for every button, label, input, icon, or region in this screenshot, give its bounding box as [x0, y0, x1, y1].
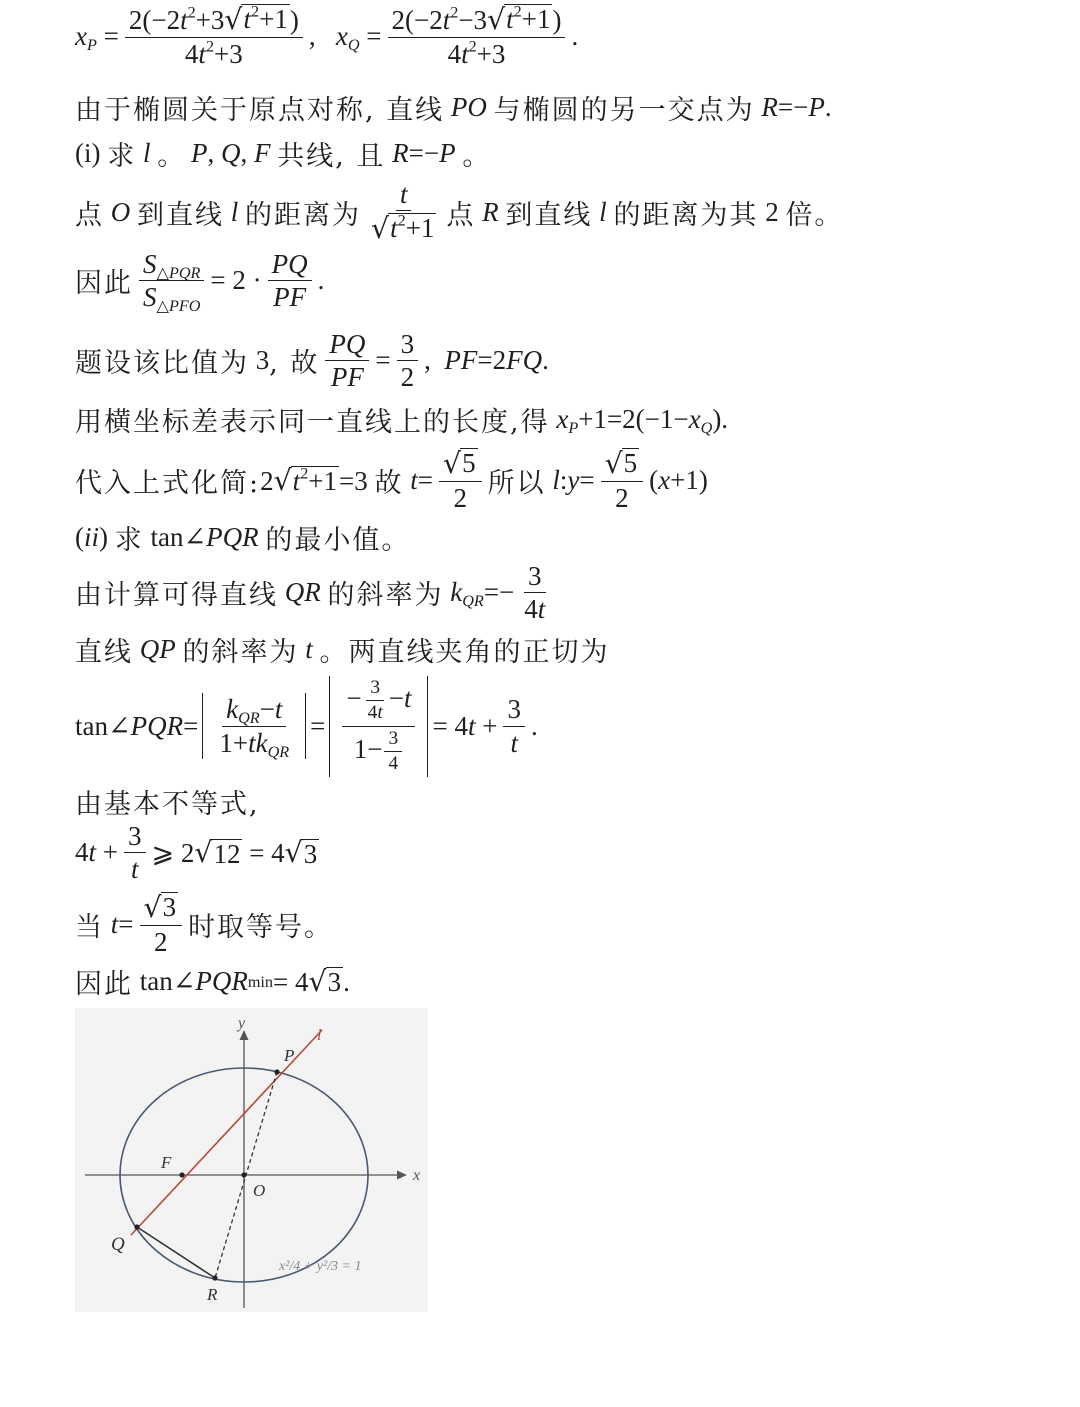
text-am-gm-label: 由基本不等式, [75, 789, 260, 820]
label-y: y [238, 1015, 246, 1032]
text-distance-d: 点 [446, 199, 476, 231]
text-conclusion: 因此 tan∠ PQR min = 4 √ 3 . [75, 962, 350, 1001]
text-ratio-a: 题设该比值为 [75, 348, 249, 380]
part-ii-label: 求 [114, 525, 144, 556]
part-i-label: 求 [107, 141, 137, 172]
ellipse-equation: x²/4 + y²/3 = 1 [279, 1259, 362, 1274]
formula-inequality: 4t + $\frac{3}{t}$ ⩾ 2 √ 12 = 4 √ 3 [75, 821, 318, 885]
text-distance-b: 到直线 [137, 199, 224, 231]
text-slope-qr: 由计算可得直线 QR 的斜率为 $k_{QR}$ =− $\frac{3}{4t}$ [75, 561, 546, 625]
label-q: Q [111, 1234, 125, 1255]
point-o [241, 1172, 246, 1177]
text-am-gm [75, 782, 260, 821]
text-symmetry-b: 与椭圆的另一交点为 [493, 95, 755, 126]
text-equality-a: 当 [75, 911, 104, 943]
text-symmetry-a: 由于椭圆关于原点对称, 直线 [75, 95, 445, 126]
label-x: x [413, 1167, 421, 1184]
point-r [212, 1275, 217, 1280]
formula-tan: tan∠ PQR = $\frac{k_{QR}-t}{1+tk_{QR}}$ = − $\frac{3}{4t}$ −t 1− $\frac{3}{4}$ = 4t + $\frac{3}{t}$ . [75, 676, 538, 777]
part-i-collinear: 共线, 且 [277, 141, 386, 172]
point-p [274, 1069, 279, 1074]
text-solve-b: 故 [374, 467, 404, 499]
ellipse-figure [75, 1008, 428, 1312]
text-slope-qp-c: 。两直线夹角的正切为 [319, 637, 610, 668]
text-distance-g: 倍。 [785, 199, 844, 231]
part-ii-heading: ( ii ) 求 tan∠ PQR 的最小值。 [75, 518, 410, 557]
formula-xp-xq: $x_P$ = $2(-2t^2+3$ √ $t^2+1$ ) $4t^2+3$ , $x_Q$ = $2(-2t^2-3$ √ $t^2+1$ ) $4t^2+3$ . [75, 2, 579, 69]
text-equality-b: 时取等号。 [188, 911, 334, 943]
ellipse-diagram [75, 1008, 428, 1312]
text-ratio-3: 题设该比值为 3 , 故 $\frac{PQ}{PF}$ = $\frac{3}{2}$ , PF =2 FQ . [75, 329, 549, 393]
text-abscissa-a: 用横坐标差表示同一直线上的长度,得 [75, 407, 550, 438]
text-conclusion-a: 因此 [75, 969, 133, 1000]
point-f [179, 1172, 184, 1177]
text-ratio-b: , 故 [269, 348, 320, 380]
text-solve-c: 所以 [487, 467, 546, 499]
text-symmetry: 由于椭圆关于原点对称, 直线 PO 与椭圆的另一交点为 R =− P . [75, 88, 832, 127]
text-distance-a: 点 [75, 199, 104, 231]
part-i-heading: (i) 求 l 。 P , Q , F 共线, 且 R =− P 。 [75, 134, 489, 173]
segment-qr [137, 1227, 215, 1278]
text-solve-t: 代入上式化简: 2 √ $t^2+1$ =3 故 t = √ 5 2 所以 l : y = √ 5 2 ( x +1) [75, 446, 708, 513]
text-slope-qp: 直线 QP 的斜率为 t 。两直线夹角的正切为 [75, 630, 610, 669]
label-f: F [161, 1153, 172, 1172]
text-distance-c: 的距离为 [245, 199, 362, 231]
label-r: R [207, 1285, 218, 1304]
text-area-ratio: 因此 $\frac{S_{\triangle PQR}}{S_{\triangle PFO}}$ = 2 · $\frac{PQ}{PF}$ . [75, 249, 325, 316]
text-area-ratio-a: 因此 [75, 268, 133, 300]
text-equality: 当 t = √ 3 2 时取等号。 [75, 890, 334, 957]
part-ii-goal: 的最小值。 [265, 525, 411, 556]
text-slope-qr-a: 由计算可得直线 [75, 580, 278, 612]
text-slope-qr-b: 的斜率为 [327, 580, 444, 612]
text-solve-a: 代入上式化简: [75, 467, 261, 499]
text-distance: 点 O 到直线 l 的距离为 t √ $t^2+1$ 点 R 到直线 l 的距离为其 2 倍。 [75, 179, 844, 246]
text-abscissa: 用横坐标差表示同一直线上的长度,得 $x_P$ +1=2(−1− $x_Q$ ). [75, 400, 728, 439]
x-axis-arrow-icon [397, 1171, 407, 1180]
text-distance-f: 的距离为其 [613, 199, 759, 231]
text-slope-qp-a: 直线 [75, 637, 133, 668]
text-slope-qp-b: 的斜率为 [182, 637, 299, 668]
label-l: l [317, 1027, 322, 1044]
label-o: O [253, 1181, 266, 1200]
point-q [134, 1224, 139, 1229]
label-p: P [284, 1046, 295, 1065]
text-distance-e: 到直线 [505, 199, 593, 231]
